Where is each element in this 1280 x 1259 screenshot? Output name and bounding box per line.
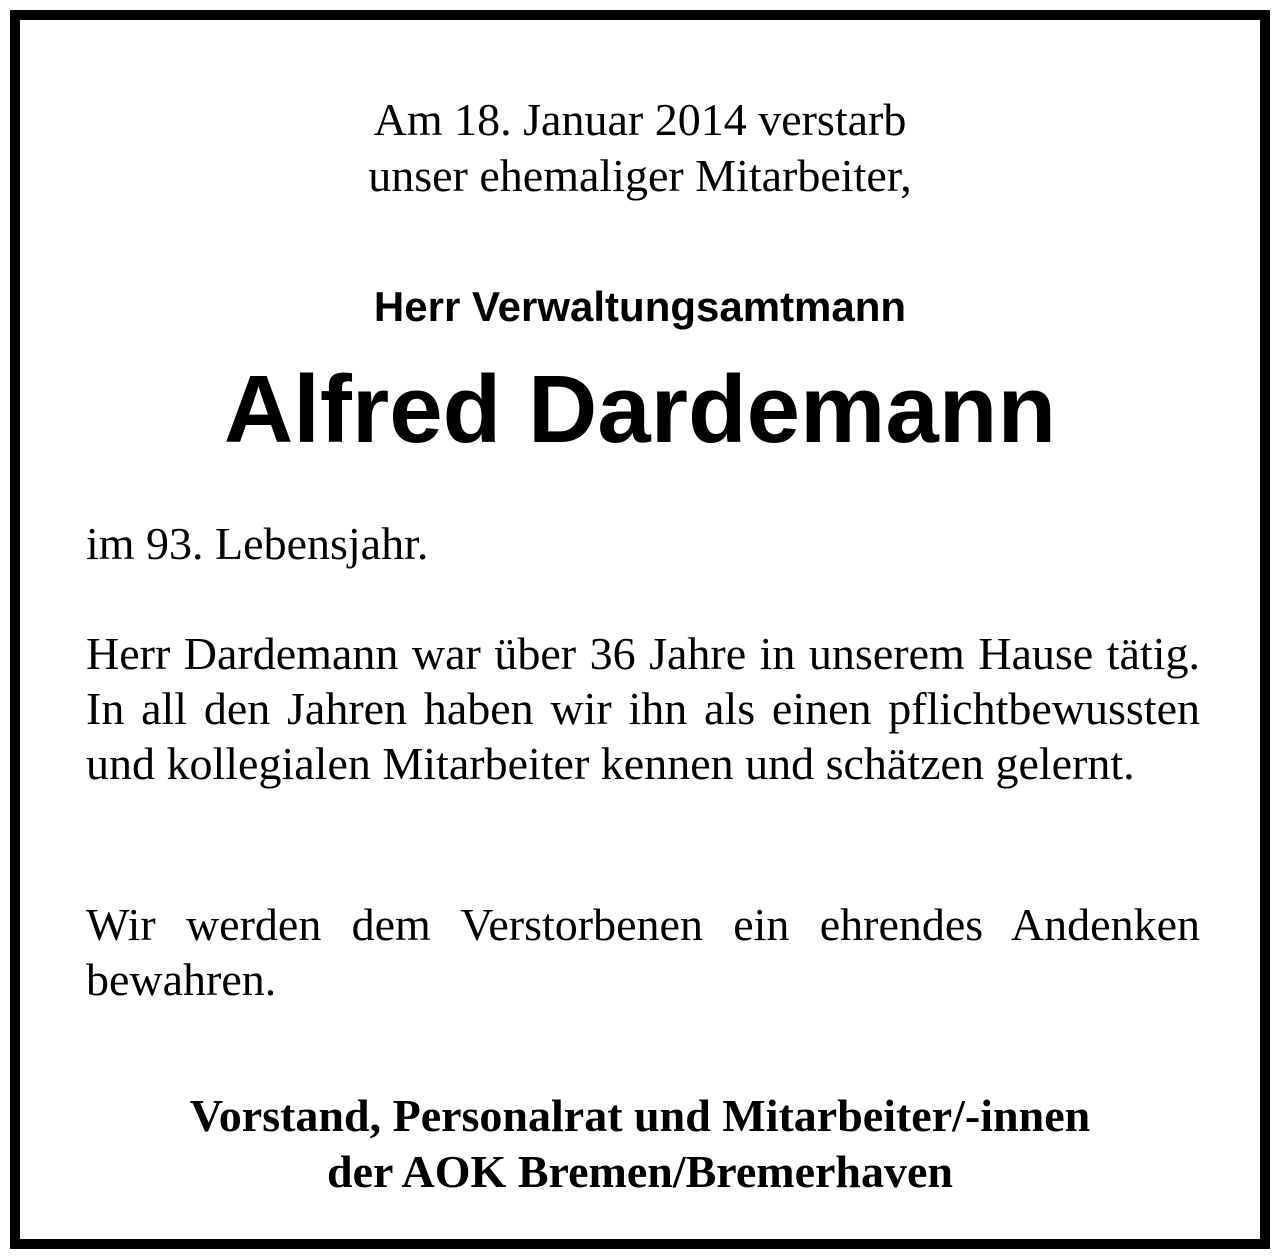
signature-line-1: Vorstand, Personalrat und Mitarbeiter/-innen: [189, 1090, 1091, 1141]
age-text: im 93. Lebensjahr.: [86, 518, 429, 569]
signature-block: [20, 1088, 1260, 1200]
intro-text: [20, 92, 1260, 204]
tribute-paragraph: Herr Dardemann war über 36 Jahre in unserem Hause tätig. In all den Jahren haben wir ihn als einen pflichtbewussten und kollegialen Mitarbeiter kennen und schätzen gelernt.: [86, 628, 1200, 789]
signature-line-2: der AOK Bremen/Bremerhaven: [326, 1146, 954, 1197]
intro-line-2: unser ehemaliger Mitarbeiter,: [368, 150, 912, 201]
remembrance-paragraph: Wir werden dem Verstorbenen ein ehrendes Andenken bewahren.: [86, 899, 1200, 1005]
deceased-name: Alfred Dardemann: [223, 356, 1057, 463]
intro-line-1: Am 18. Januar 2014 verstarb: [373, 94, 907, 145]
deceased-title: Herr Verwaltungsamtmann: [373, 283, 907, 330]
obituary-notice: [10, 10, 1270, 1249]
